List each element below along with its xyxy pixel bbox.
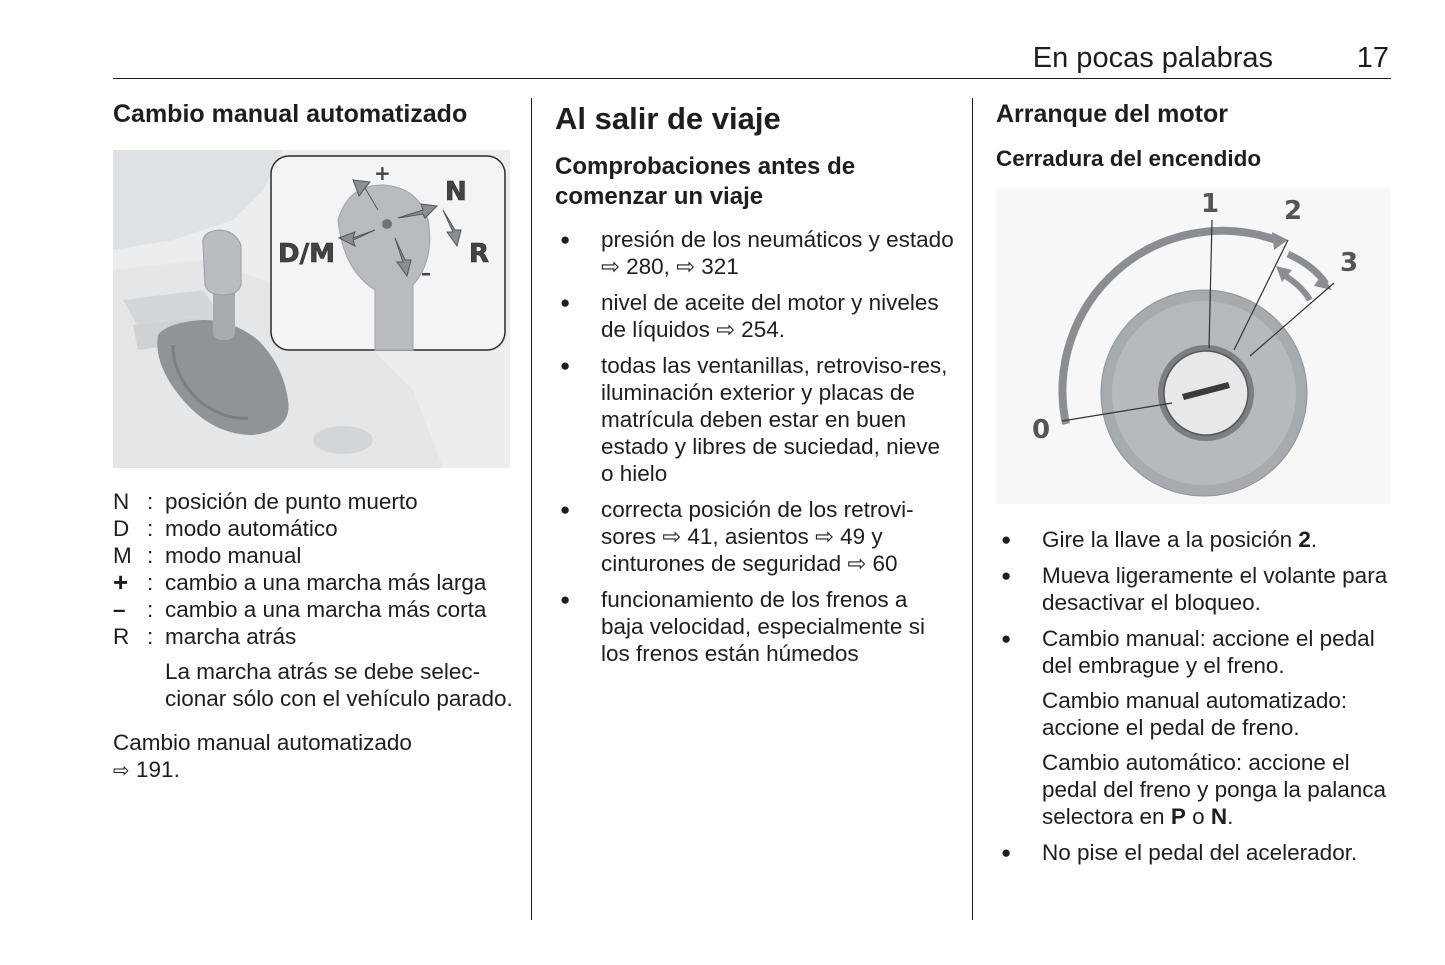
subheading: Comprobaciones antes de comenzar un viaje [555,153,856,210]
legend-item: + : cambio a una marcha más larga [113,567,487,597]
list-item: ● presión de los neumáticos y estado ⇨ 280, ⇨ 321 [555,226,955,280]
position-0-label: 0 [1032,415,1051,445]
column-right [996,96,1396,875]
legend-item: D : modo automático [113,516,338,541]
legend-item: M : modo manual [113,543,302,568]
page-header [113,40,1391,79]
section-heading: Cambio manual automatizado [113,100,468,128]
position-3-label: 3 [1340,248,1359,278]
n-label: N [445,177,467,207]
list-item: ● Cambio manual: accione el pedal del embrague y el freno. Cambio manual automatizado: accione el pedal de freno. Cambio automático: accione el pedal del freno y ponga la palanca selectora en P o N. [996,625,1396,830]
column-divider [972,98,973,920]
legend-item: N : posición de punto muerto [113,489,418,514]
subheading: Cerradura del encendido [996,146,1262,171]
list-item: ● No pise el pedal del acelerador. [996,839,1396,866]
page-number: 17 [1356,42,1389,74]
plus-label: + [374,161,391,185]
chapter-heading: Al salir de viaje [555,101,781,136]
section-title: En pocas palabras [1032,42,1273,74]
legend-item: R : marcha atrás [113,624,297,649]
list-item: ● todas las ventanillas, retroviso-res, iluminación exterior y placas de matrícula deben estar en buen estado y libres de suciedad, nieve o hielo [555,352,955,487]
position-2-label: 2 [1284,196,1303,226]
list-item: ● Mueva ligeramente el volante para desactivar el bloqueo. [996,562,1396,616]
list-item-note: Cambio manual automatizado: accione el pedal de freno. [1042,688,1348,740]
list-item: ● funcionamiento de los frenos a baja velocidad, especialmente si los frenos están húmedos [555,586,955,667]
checklist [555,226,955,667]
position-1-label: 1 [1201,189,1220,219]
dm-label: D/M [278,239,335,269]
reference-arrow-icon: ⇨ [113,758,130,782]
list-item: ● correcta posición de los retrovi-sores ⇨ 41, asientos ⇨ 49 y cinturones de seguridad ⇨ 60 [555,496,955,577]
cross-reference: Cambio manual automatizado ⇨ 191. [113,730,412,782]
list-item: ● nivel de aceite del motor y niveles de líquidos ⇨ 254. [555,289,955,343]
minus-label: – [421,261,431,285]
list-item: ● Gire la llave a la posición 2. [996,526,1396,553]
start-steps [996,526,1396,866]
r-label: R [469,239,490,269]
section-heading: Arranque del motor [996,100,1228,128]
column-divider [531,98,532,920]
column-left [113,96,513,784]
list-item-note: Cambio automático: accione el pedal del freno y ponga la palanca selectora en P o N. [1042,750,1387,829]
column-middle [555,96,955,676]
legend-item: – : cambio a una marcha más corta [113,597,487,622]
legend-note: La marcha atrás se debe selec-cionar sólo con el vehículo parado. [165,659,513,711]
legend-list [113,488,513,712]
gear-shifter-illustration [113,150,510,468]
ignition-lock-illustration [996,188,1390,504]
